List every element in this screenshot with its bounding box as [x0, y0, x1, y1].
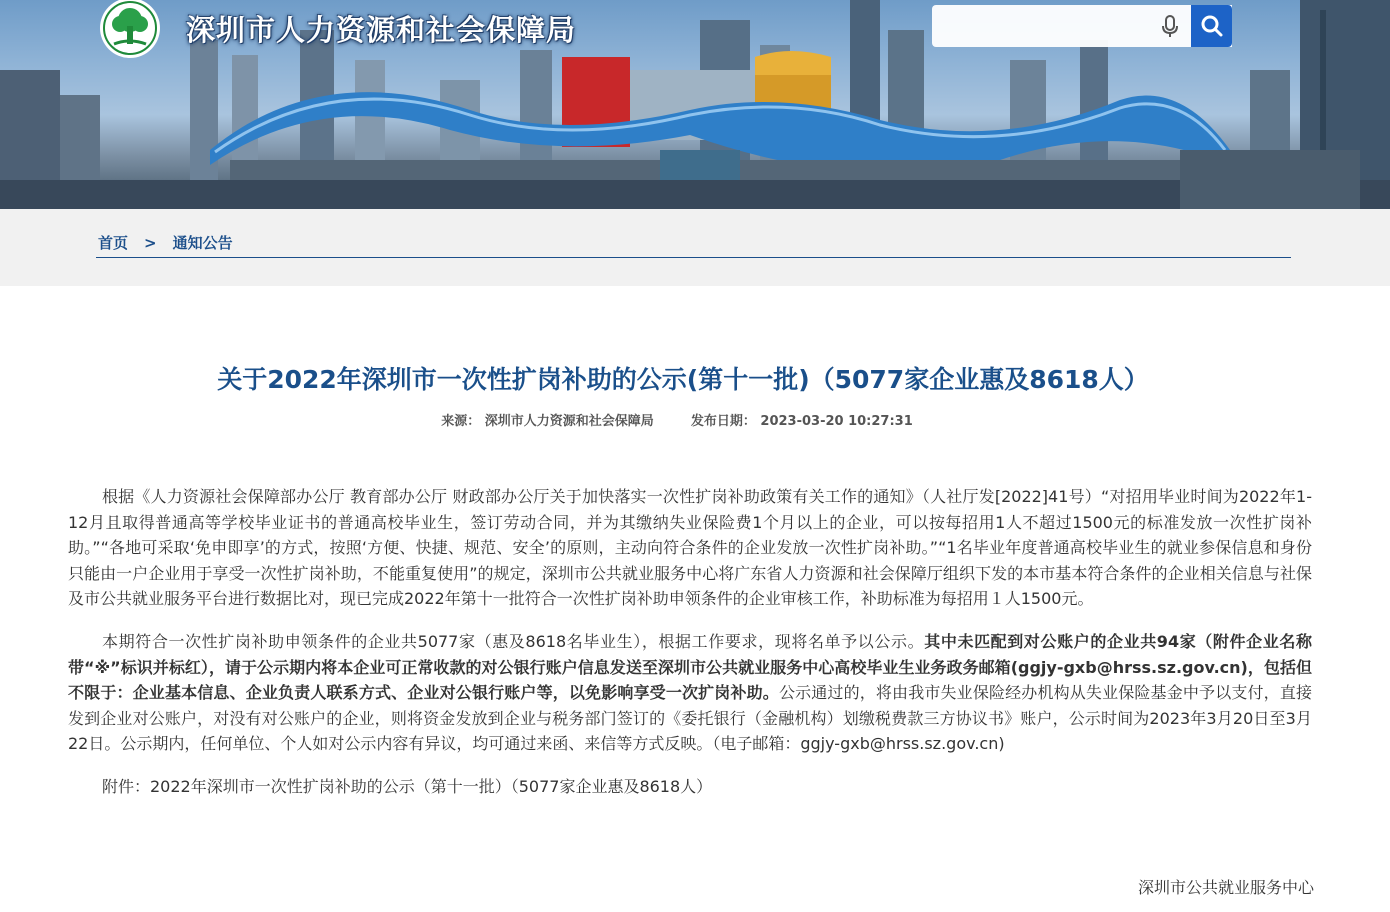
breadcrumb-bar — [0, 209, 1390, 286]
source-value: 深圳市人力资源和社会保障局 — [484, 414, 654, 429]
paragraph-2-rest: 公示通过的，将由我市失业保险经办机构从失业保险基金中予以支付，直接发到企业对公账户，对没有对公账户的企业，则将资金发放到企业与税务部门签订的《委托银行（金融机构）划缴税费款三方协议书》账户，公示时间为2023年3月20日至3月22日。公示期内，任何单位、个人如对公示内容有异议，均可通过来函、来信等方式反映。（电子邮箱：ggjy-gxb@hrss.sz.gov.cn) — [68, 683, 1312, 754]
date-value: 2023-03-20 10:27:31 — [760, 414, 913, 429]
attachment-link[interactable]: 附件：2022年深圳市一次性扩岗补助的公示（第十一批）（5077家企业惠及8618人） — [102, 776, 713, 796]
breadcrumb-home-link[interactable]: 首页 — [98, 234, 129, 252]
date-label: 发布日期： — [690, 414, 756, 429]
breadcrumb-divider — [96, 257, 1291, 258]
paragraph-2-emphasis: 其中未匹配到对公账户的企业共94家（附件企业名称带“※”标识并标红），请于公示期内将本企业可正常收款的对公银行账户信息发送至深圳市公共就业服务中心高校毕业生业务政务邮箱(ggjy-gxb@hrss.sz.gov.cn)，包括但不限于：企业基本信息、企业负责人联系方式、企业对公银行账户等，以免影响享受一次扩岗补助。 — [68, 631, 1312, 703]
article-title: 关于2022年深圳市一次性扩岗补助的公示(第十一批)（5077家企业惠及8618人） — [217, 365, 1149, 394]
search-input[interactable] — [932, 5, 1154, 47]
site-title[interactable]: 深圳市人力资源和社会保障局 — [186, 13, 577, 47]
signature: 深圳市公共就业服务中心 — [1137, 878, 1314, 897]
bureau-logo[interactable] — [92, 0, 168, 60]
search-box — [932, 5, 1232, 47]
article-body — [68, 484, 1312, 800]
emblem-icon — [92, 0, 168, 60]
source-label: 来源： — [441, 414, 481, 429]
search-icon — [1200, 14, 1224, 38]
mic-icon[interactable] — [1160, 15, 1180, 39]
breadcrumb-separator: > — [144, 234, 157, 252]
paragraph-2-intro: 本期符合一次性扩岗补助申领条件的企业共5077家（惠及8618名毕业生），根据工作要求，现将名单予以公示。 — [102, 631, 925, 651]
paragraph-2 — [68, 629, 1312, 757]
breadcrumb-notices-link[interactable]: 通知公告 — [172, 234, 233, 252]
paragraph-1: 根据《人力资源社会保障部办公厅 教育部办公厅 财政部办公厅关于加快落实一次性扩岗补助政策有关工作的通知》（人社厅发[2022]41号）“对招用毕业时间为2022年1-12月且取得普通高等学校毕业证书的普通高校毕业生，签订劳动合同，并为其缴纳失业保险费1个月以上的企业，可以按每招用1人不超过1500元的标准发放一次性扩岗补助。”“各地可采取‘免申即享’的方式，按照‘方便、快捷、规范、安全’的原则，主动向符合条件的企业发放一次性扩岗补助。”“1名毕业年度普通高校毕业生的就业参保信息和身份只能由一户企业用于享受一次性扩岗补助，不能重复使用”的规定，深圳市公共就业服务中心将广东省人力资源和社会保障厅组织下发的本市基本符合条件的企业相关信息与社保及市公共就业服务平台进行数据比对，现已完成2022年第十一批符合一次性扩岗补助申领条件的企业审核工作，补助标准为每招用１人1500元。 — [68, 487, 1312, 609]
search-button[interactable] — [1191, 5, 1232, 47]
breadcrumb — [98, 232, 233, 253]
article-meta — [0, 410, 1354, 429]
header-banner — [0, 0, 1390, 209]
